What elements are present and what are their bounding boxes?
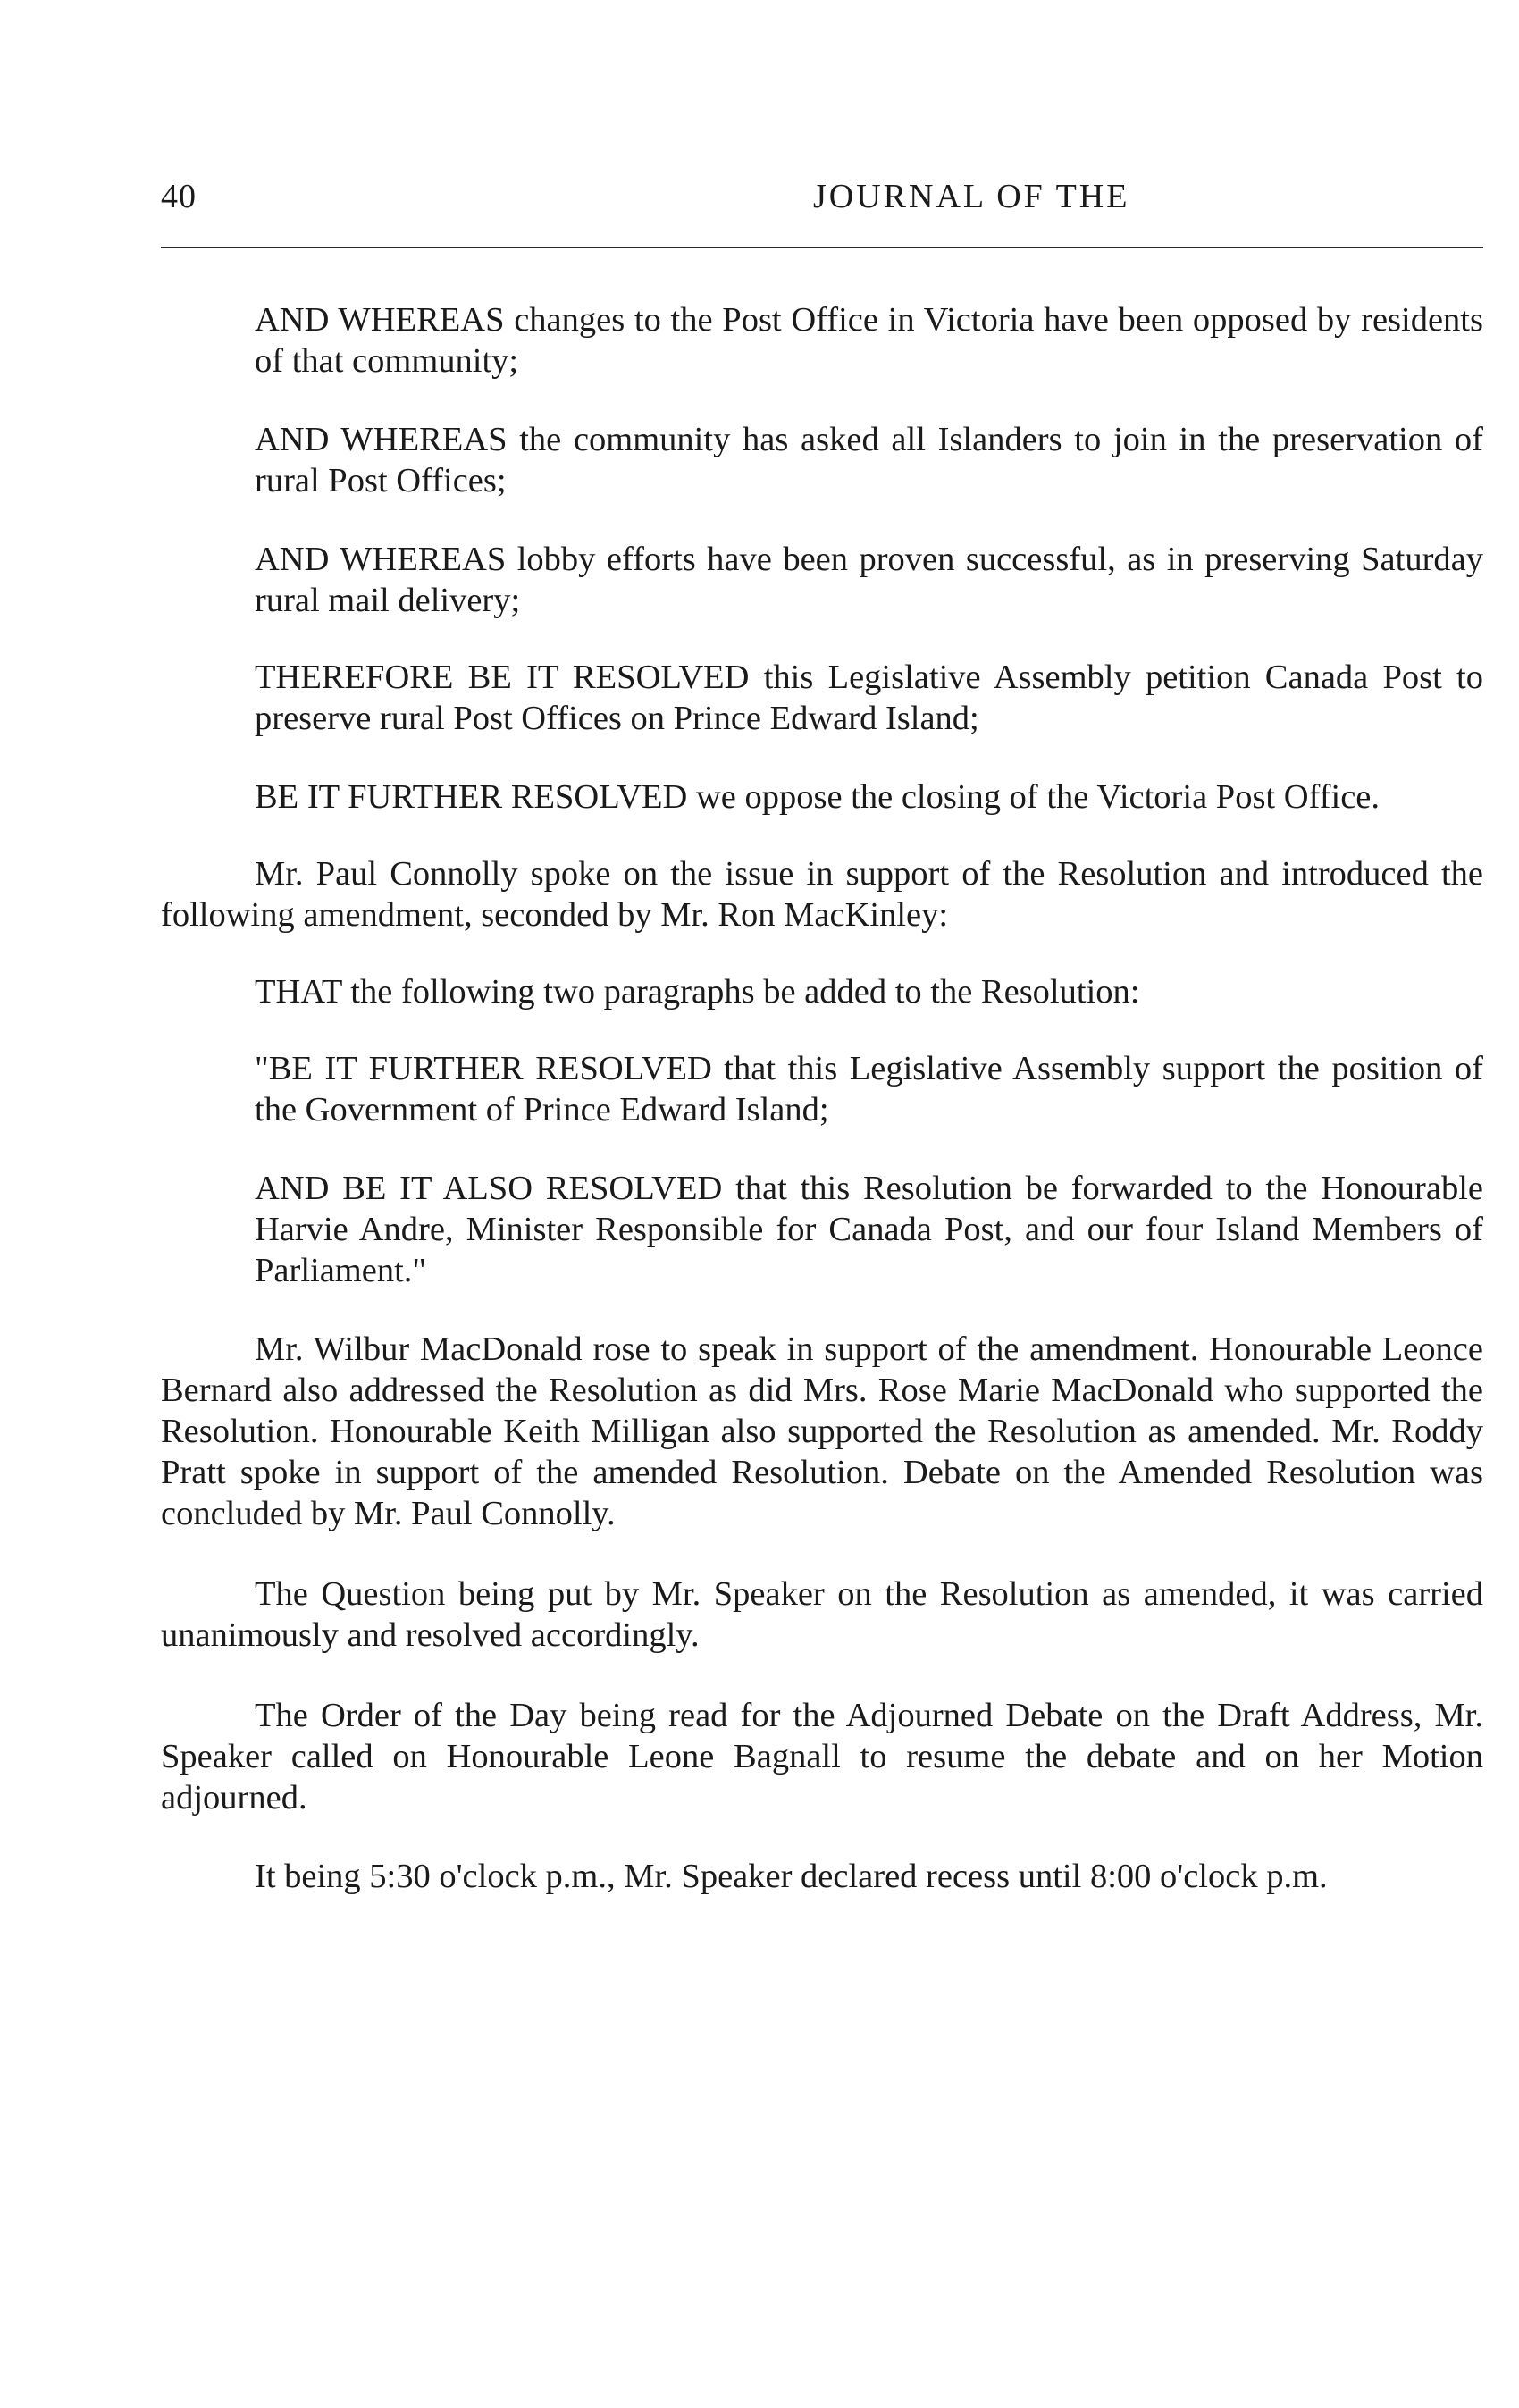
debate-paragraph: Mr. Wilbur MacDonald rose to speak in support of the amendment. Honourable Leonce Bernard also addressed the Resolution as did Mrs. Rose Marie MacDonald who supported the Resolution. Honourable Keith Milligan also supported the Resolution as amended. Mr. Roddy Pratt spoke in support of the amended Resolution. Debate on the Amended Resolution was concluded by Mr. Paul Connolly. bbox=[161, 1330, 1483, 1532]
order-of-the-day-paragraph: The Order of the Day being read for the Adjourned Debate on the Draft Address, Mr. Speaker called on Honourable Leone Bagnall to resume the debate and on her Motion adjourned. bbox=[161, 1697, 1483, 1816]
whereas-paragraph-3: AND WHEREAS lobby efforts have been proven successful, as in preserving Saturday rural mail delivery; bbox=[255, 541, 1483, 619]
page-number: 40 bbox=[161, 178, 197, 215]
further-resolved-paragraph: BE IT FURTHER RESOLVED we oppose the closing of the Victoria Post Office. bbox=[255, 778, 1380, 816]
page-header bbox=[161, 177, 1483, 222]
amendment-intro-paragraph: Mr. Paul Connolly spoke on the issue in support of the Resolution and introduced the following amendment, seconded by Mr. Ron MacKinley: bbox=[161, 855, 1483, 934]
page-body bbox=[161, 299, 1483, 1897]
running-head: JOURNAL OF THE bbox=[813, 178, 1130, 215]
whereas-paragraph-1: AND WHEREAS changes to the Post Office in Victoria have been opposed by residents of that community; bbox=[255, 301, 1483, 380]
header-rule bbox=[161, 247, 1483, 248]
amendment-paragraph: THAT the following two paragraphs be added to the Resolution: bbox=[255, 973, 1140, 1011]
whereas-paragraph-2: AND WHEREAS the community has asked all Islanders to join in the preservation of rural Post Offices; bbox=[255, 421, 1483, 499]
recess-paragraph: It being 5:30 o'clock p.m., Mr. Speaker declared recess until 8:00 o'clock p.m. bbox=[255, 1858, 1328, 1895]
resolved-paragraph: THEREFORE BE IT RESOLVED this Legislative Assembly petition Canada Post to preserve rural Post Offices on Prince Edward Island; bbox=[255, 659, 1483, 737]
amendment-quote-paragraph-1: "BE IT FURTHER RESOLVED that this Legislative Assembly support the position of the Government of Prince Edward Island; bbox=[255, 1050, 1483, 1128]
question-paragraph: The Question being put by Mr. Speaker on the Resolution as amended, it was carried unanimously and resolved accordingly. bbox=[161, 1575, 1483, 1654]
amendment-quote-paragraph-2: AND BE IT ALSO RESOLVED that this Resolution be forwarded to the Honourable Harvie Andre, Minister Responsible for Canada Post, and our four Island Members of Parliament." bbox=[255, 1170, 1483, 1289]
